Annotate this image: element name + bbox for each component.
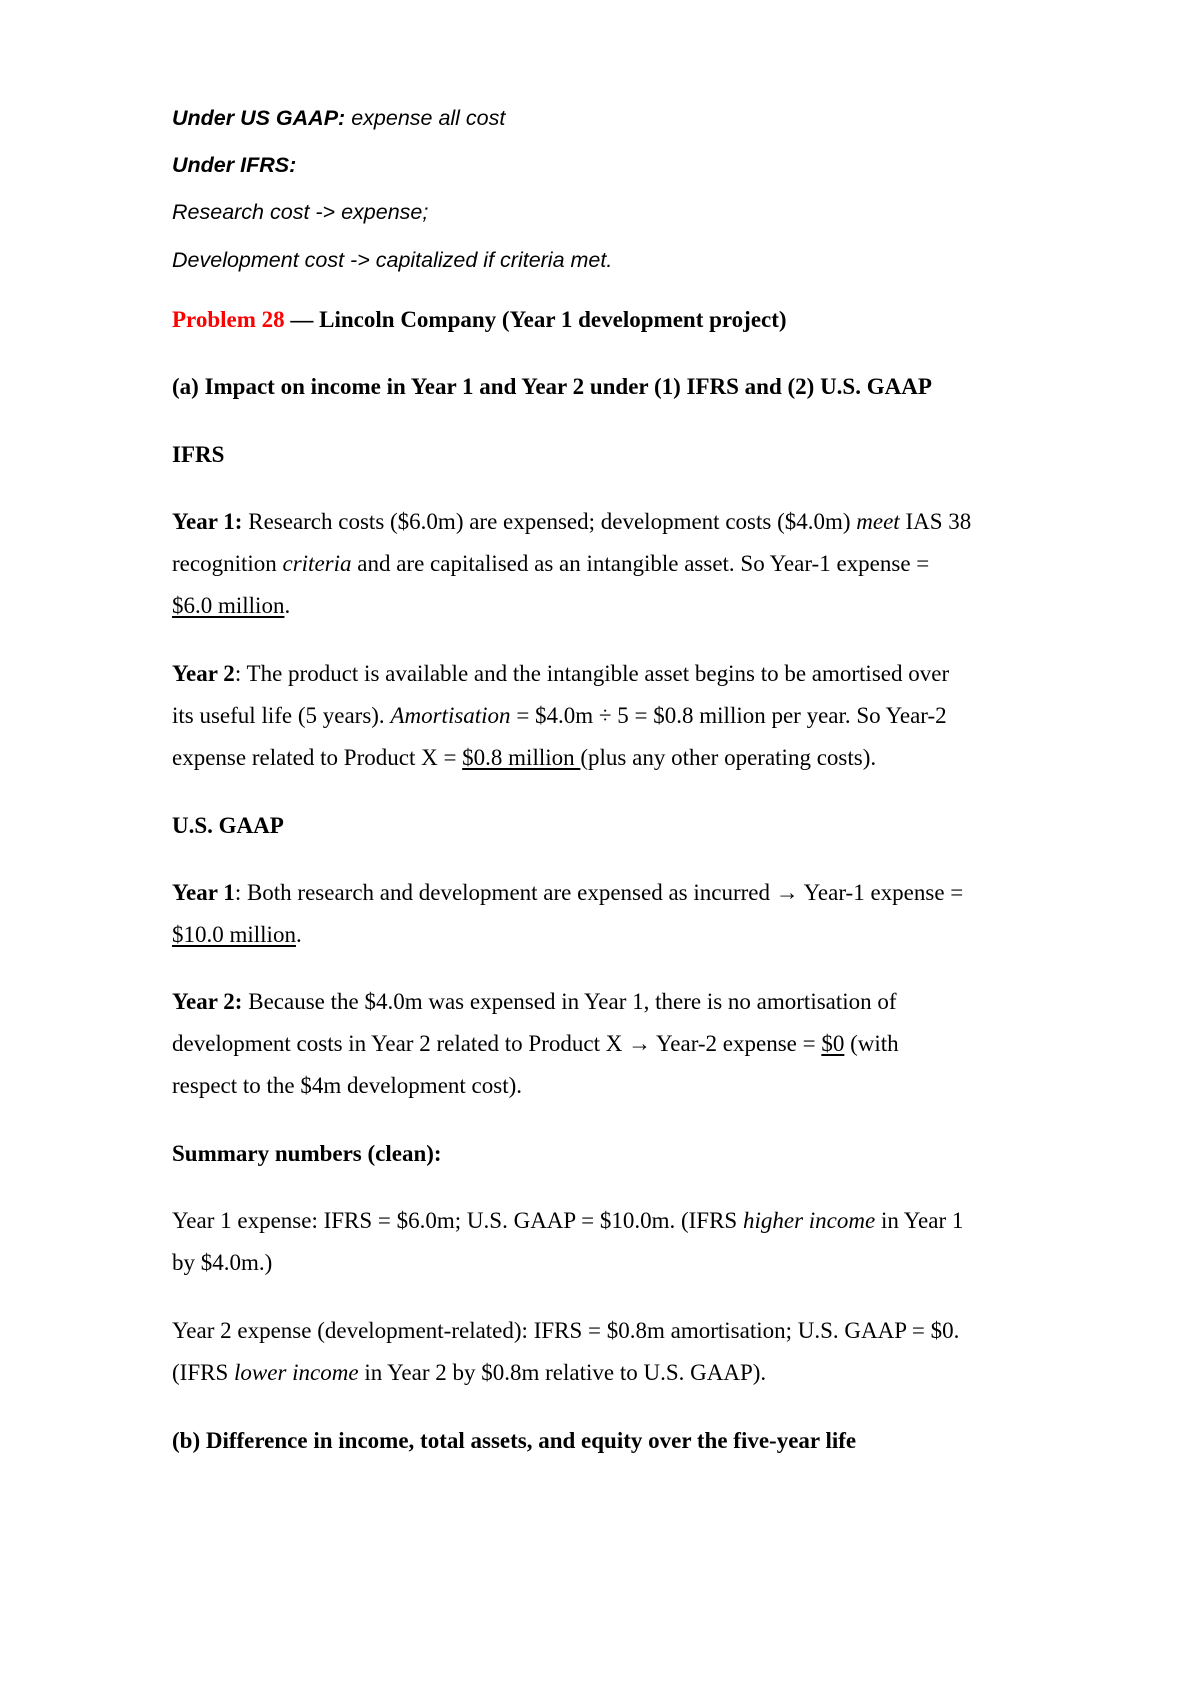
development-cost-line: Development cost -> capitalized if criteria met. — [172, 248, 613, 272]
summary-year2-text2: (IFRS — [172, 1360, 234, 1385]
ifrs-heading: IFRS — [172, 442, 225, 467]
ifrs-year1-criteria: criteria — [282, 551, 352, 576]
summary-year2-text3: in Year 2 by $0.8m relative to U.S. GAAP). — [358, 1360, 767, 1385]
usgaap-year2-label: Year 2: — [172, 989, 243, 1014]
usgaap-year1-line1 — [172, 880, 963, 906]
ifrs-year2-text5: (plus any other operating costs). — [580, 745, 877, 770]
us-gaap-text: expense all cost — [345, 106, 506, 130]
ifrs-year2-line3 — [172, 745, 876, 771]
usgaap-year2-text3: (with — [844, 1031, 899, 1056]
ifrs-year2-text4: expense related to Product X = — [172, 745, 463, 770]
ifrs-label: Under IFRS: — [172, 153, 297, 177]
ifrs-year1-amount: $6.0 million — [172, 593, 285, 618]
part-b-heading: (b) Difference in income, total assets, and equity over the five-year life — [172, 1428, 857, 1453]
summary-year2-line2 — [172, 1360, 766, 1386]
ifrs-year2-line1 — [172, 661, 949, 687]
ifrs-year1-end: . — [284, 593, 291, 618]
ifrs-year2-text3: = $4.0m ÷ 5 = $0.8 million per year. So Year-2 — [510, 703, 947, 728]
summary-year2-line1: Year 2 expense (development-related): IFRS = $0.8m amortisation; U.S. GAAP = $0. — [172, 1318, 960, 1343]
ifrs-year1-line2 — [172, 551, 929, 577]
ifrs-year1-line1 — [172, 509, 971, 535]
usgaap-year1-text: : Both research and development are expensed as incurred → Year-1 expense = — [234, 880, 964, 905]
summary-year1-line2: by $4.0m.) — [172, 1250, 273, 1275]
research-cost-line: Research cost -> expense; — [172, 200, 429, 224]
part-a-heading: (a) Impact on income in Year 1 and Year 2 under (1) IFRS and (2) U.S. GAAP — [172, 374, 932, 399]
ifrs-year2-label: Year 2 — [172, 661, 235, 686]
ifrs-year1-text3: recognition — [172, 551, 283, 576]
summary-year1-text2: in Year 1 — [875, 1208, 964, 1233]
usgaap-heading: U.S. GAAP — [172, 813, 284, 838]
usgaap-year2-line2 — [172, 1031, 899, 1057]
ifrs-year2-line2 — [172, 703, 947, 729]
summary-heading: Summary numbers (clean): — [172, 1141, 442, 1166]
summary-year1-text: Year 1 expense: IFRS = $6.0m; U.S. GAAP = $10.0m. (IFRS — [172, 1208, 743, 1233]
ifrs-year1-text4: and are capitalised as an intangible asset. So Year-1 expense = — [351, 551, 930, 576]
usgaap-year1-line2 — [172, 922, 302, 948]
ifrs-year2-text2: its useful life (5 years). — [172, 703, 391, 728]
usgaap-year2-text: Because the $4.0m was expensed in Year 1, there is no amortisation of — [242, 989, 897, 1014]
problem-number: Problem 28 — [172, 307, 285, 332]
ifrs-year2-text: : The product is available and the intangible asset begins to be amortised over — [234, 661, 950, 686]
usgaap-year2-amount: $0 — [821, 1031, 845, 1056]
ifrs-year1-meet: meet — [856, 509, 900, 534]
ifrs-year1-text2: IAS 38 — [899, 509, 972, 534]
problem-heading — [172, 307, 787, 333]
ifrs-year2-amount: $0.8 million — [462, 745, 581, 770]
problem-title: — Lincoln Company (Year 1 development project) — [284, 307, 787, 332]
usgaap-year2-line1 — [172, 989, 897, 1015]
summary-lower-income: lower income — [234, 1360, 359, 1385]
ifrs-year1-text: Research costs ($6.0m) are expensed; development costs ($4.0m) — [242, 509, 857, 534]
us-gaap-label: Under US GAAP: — [172, 106, 346, 130]
ifrs-year2-amortisation: Amortisation — [390, 703, 511, 728]
usgaap-year1-label: Year 1 — [172, 880, 235, 905]
summary-higher-income: higher income — [742, 1208, 876, 1233]
us-gaap-line — [172, 106, 505, 131]
usgaap-year1-amount: $10.0 million — [172, 922, 296, 947]
summary-year1-line1 — [172, 1208, 963, 1234]
ifrs-year1-label: Year 1: — [172, 509, 243, 534]
ifrs-year1-line3 — [172, 593, 290, 619]
usgaap-year2-line3: respect to the $4m development cost). — [172, 1073, 523, 1098]
usgaap-year2-text2: development costs in Year 2 related to Product X → Year-2 expense = — [172, 1031, 822, 1056]
usgaap-year1-end: . — [295, 922, 302, 947]
